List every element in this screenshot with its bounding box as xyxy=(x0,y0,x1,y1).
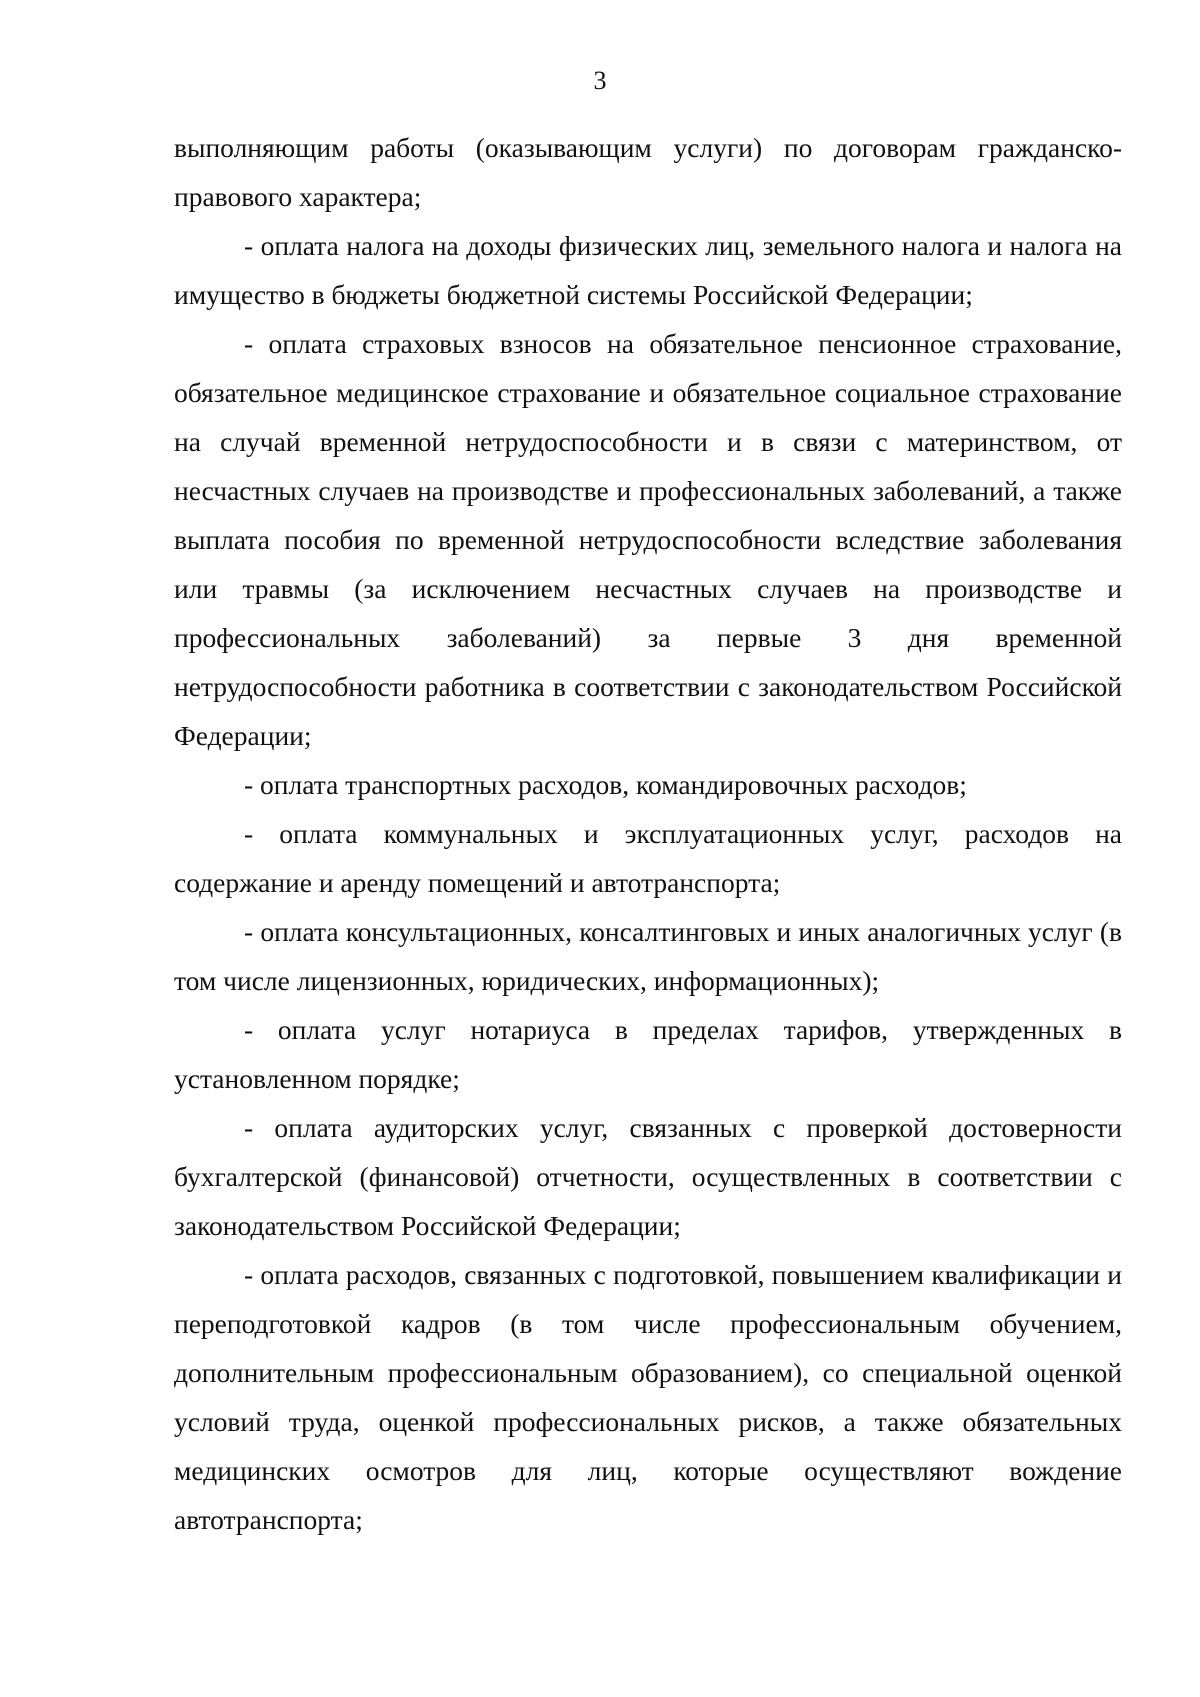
list-item-insurance-contributions: - оплата страховых взносов на обязательное пенсионное страхование, обязательное медицинское страхование и обязательное социальное страхование на случай временной нетрудоспособности и в связи с материнством, от несчастных случаев на производстве и профессиональных заболеваний, а также выплата пособия по временной нетрудоспособности вследствие заболевания или травмы (за исключением несчастных случаев на производстве и профессиональных заболеваний) за первые 3 дня временной нетрудоспособности работника в соответствии с законодательством Российской Федерации; xyxy=(174,328,1122,751)
list-item-consulting: - оплата консультационных, консалтинговых и иных аналогичных услуг (в том числе лицензионных, юридических, информационных); xyxy=(174,916,1122,996)
list-item-income-tax: - оплата налога на доходы физических лиц, земельного налога и налога на имущество в бюджеты бюджетной системы Российской Федерации; xyxy=(174,230,1122,310)
paragraph-continuation: выполняющим работы (оказывающим услуги) по договорам гражданско-правового характера; xyxy=(174,132,1122,212)
list-item-training: - оплата расходов, связанных с подготовкой, повышением квалификации и переподготовкой кадров (в том числе профессиональным обучением, дополнительным профессиональным образованием), со специальной оценкой условий труда, оценкой профессиональных рисков, а также обязательных медицинских осмотров для лиц, которые осуществляют вождение автотранспорта; xyxy=(174,1259,1122,1535)
page-number: 3 xyxy=(593,66,607,95)
list-item-utilities: - оплата коммунальных и эксплуатационных услуг, расходов на содержание и аренду помещений и автотранспорта; xyxy=(174,818,1122,898)
list-item-transport-expenses: - оплата транспортных расходов, командировочных расходов; xyxy=(244,769,967,800)
list-item-audit: - оплата аудиторских услуг, связанных с проверкой достоверности бухгалтерской (финансовой) отчетности, осуществленных в соответствии с законодательством Российской Федерации; xyxy=(174,1112,1122,1241)
document-body xyxy=(174,123,1122,1544)
list-item-notary: - оплата услуг нотариуса в пределах тарифов, утвержденных в установленном порядке; xyxy=(174,1014,1122,1094)
